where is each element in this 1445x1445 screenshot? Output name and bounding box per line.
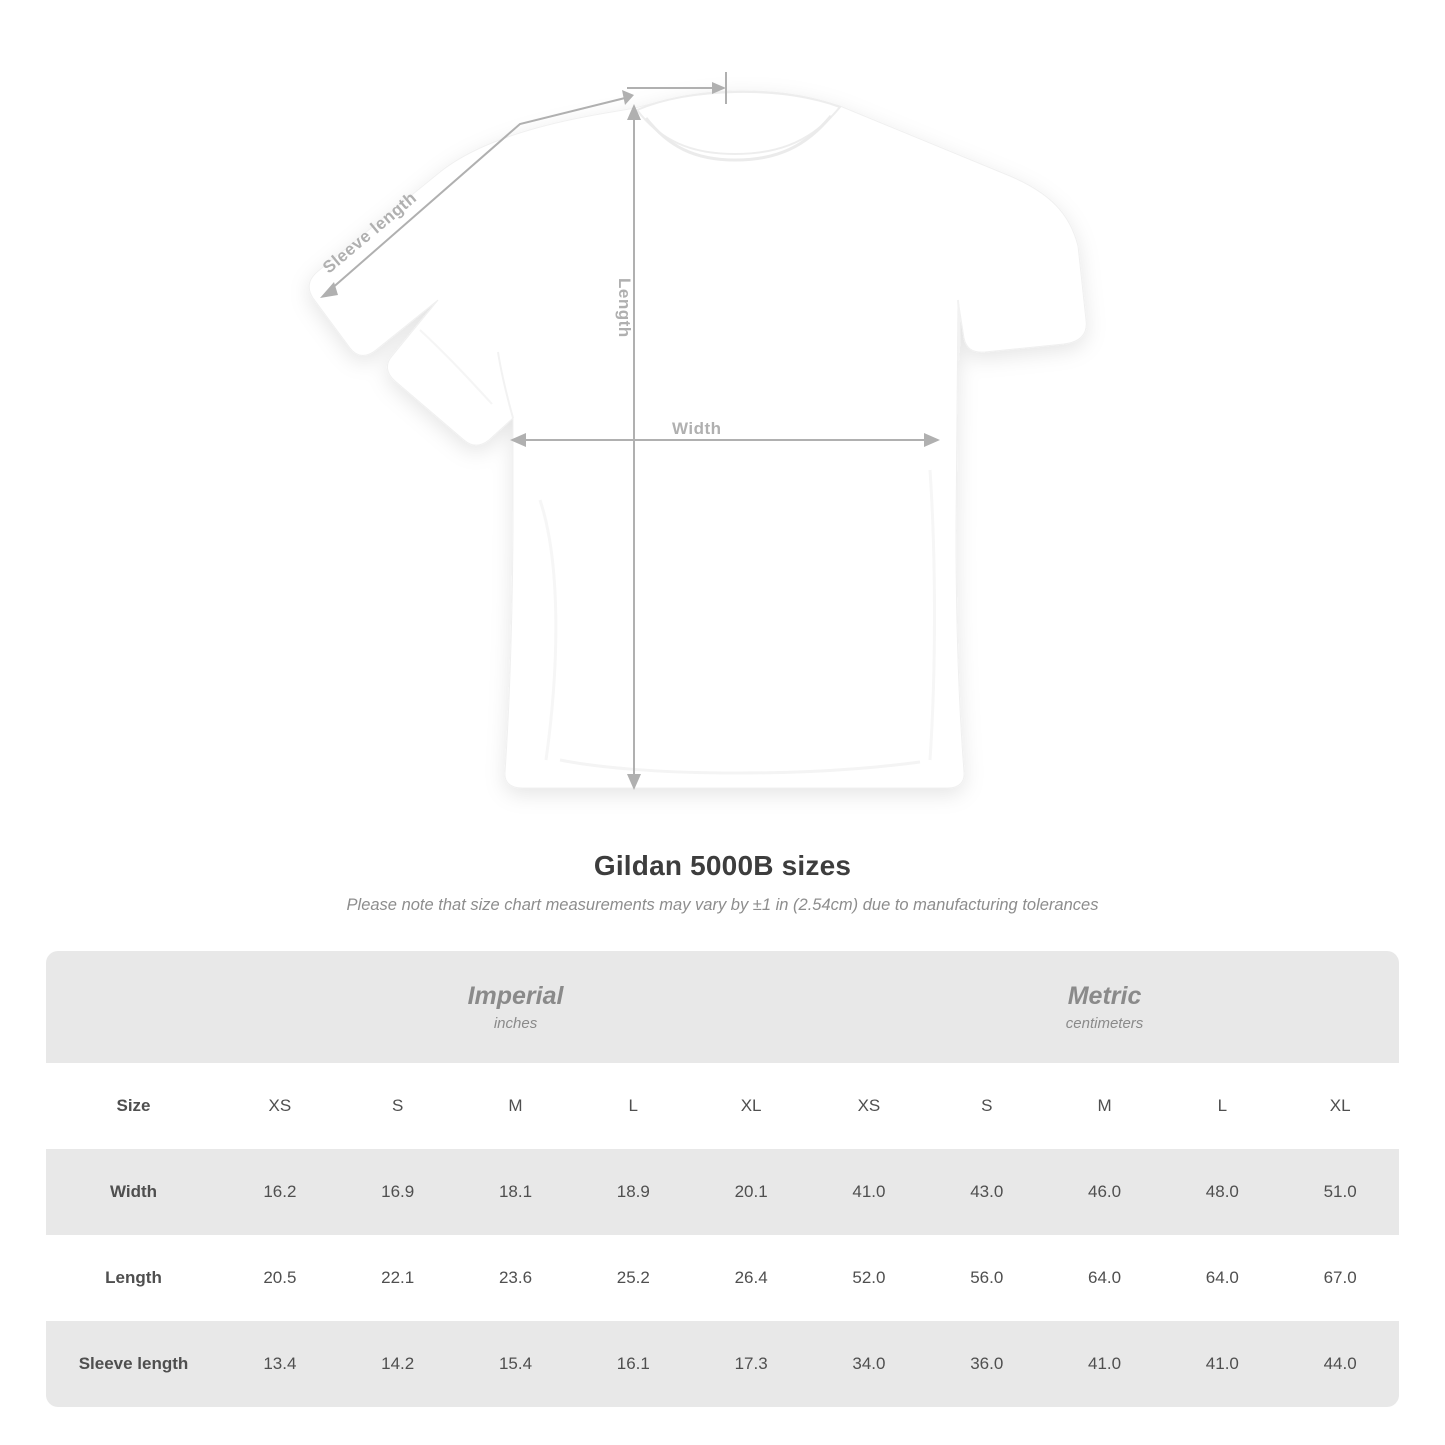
cell-width-xl-metric: 51.0	[1281, 1149, 1399, 1235]
cell-sleeve-l-metric: 41.0	[1163, 1321, 1281, 1407]
cell-length-l-imperial: 25.2	[574, 1235, 692, 1321]
unit-name-imperial: Imperial	[467, 982, 564, 1011]
cell-length-l-metric: 64.0	[1163, 1235, 1281, 1321]
cell-sleeve-m-metric: 41.0	[1046, 1321, 1164, 1407]
cell-width-xs-imperial: 16.2	[221, 1149, 339, 1235]
tolerance-note: Please note that size chart measurements may vary by ±1 in (2.54cm) due to manufacturing tolerances	[346, 896, 1099, 914]
size-header-xs-imperial: XS	[221, 1063, 339, 1149]
unit-group-metric	[810, 951, 1399, 1063]
cell-sleeve-s-imperial: 14.2	[339, 1321, 457, 1407]
size-table	[46, 951, 1399, 1407]
size-header-row	[46, 1063, 1399, 1149]
cell-width-xs-metric: 41.0	[810, 1149, 928, 1235]
cell-length-xs-imperial: 20.5	[221, 1235, 339, 1321]
unit-group-imperial	[221, 951, 810, 1063]
cell-width-m-imperial: 18.1	[457, 1149, 575, 1235]
size-header-xs-metric: XS	[810, 1063, 928, 1149]
size-header-l-metric: L	[1163, 1063, 1281, 1149]
cell-length-m-imperial: 23.6	[457, 1235, 575, 1321]
size-header-m-imperial: M	[457, 1063, 575, 1149]
cell-width-l-metric: 48.0	[1163, 1149, 1281, 1235]
size-table-wrapper	[46, 951, 1399, 1407]
table-row	[46, 1235, 1399, 1321]
cell-width-l-imperial: 18.9	[574, 1149, 692, 1235]
cell-sleeve-s-metric: 36.0	[928, 1321, 1046, 1407]
cell-sleeve-m-imperial: 15.4	[457, 1321, 575, 1407]
cell-width-m-metric: 46.0	[1046, 1149, 1164, 1235]
cell-length-m-metric: 64.0	[1046, 1235, 1164, 1321]
cell-length-s-imperial: 22.1	[339, 1235, 457, 1321]
unit-name-metric: Metric	[1067, 982, 1142, 1011]
cell-sleeve-xs-imperial: 13.4	[221, 1321, 339, 1407]
page-title: Gildan 5000B sizes	[593, 850, 852, 881]
cell-length-xs-metric: 52.0	[810, 1235, 928, 1321]
size-row-label: Size	[46, 1063, 221, 1149]
size-header-xl-metric: XL	[1281, 1063, 1399, 1149]
size-header-l-imperial: L	[574, 1063, 692, 1149]
cell-sleeve-xl-imperial: 17.3	[692, 1321, 810, 1407]
cell-width-s-metric: 43.0	[928, 1149, 1046, 1235]
table-row	[46, 1149, 1399, 1235]
size-header-s-metric: S	[928, 1063, 1046, 1149]
row-label-sleeve-length: Sleeve length	[46, 1321, 221, 1407]
size-header-xl-imperial: XL	[692, 1063, 810, 1149]
unit-sub-imperial: inches	[493, 1014, 538, 1032]
cell-width-s-imperial: 16.9	[339, 1149, 457, 1235]
size-header-s-imperial: S	[339, 1063, 457, 1149]
cell-length-xl-imperial: 26.4	[692, 1235, 810, 1321]
sleeve-length-label: Sleeve length	[319, 188, 421, 278]
cell-sleeve-l-imperial: 16.1	[574, 1321, 692, 1407]
cell-length-xl-metric: 67.0	[1281, 1235, 1399, 1321]
unit-header-row	[46, 951, 1399, 1063]
row-label-width: Width	[46, 1149, 221, 1235]
size-header-m-metric: M	[1046, 1063, 1164, 1149]
cell-length-s-metric: 56.0	[928, 1235, 1046, 1321]
row-label-length: Length	[46, 1235, 221, 1321]
table-row	[46, 1321, 1399, 1407]
unit-sub-metric: centimeters	[1065, 1014, 1144, 1032]
cell-width-xl-imperial: 20.1	[692, 1149, 810, 1235]
length-label: Length	[615, 278, 634, 338]
width-label: Width	[672, 419, 722, 438]
unit-header-spacer	[46, 951, 221, 1063]
cell-sleeve-xl-metric: 44.0	[1281, 1321, 1399, 1407]
cell-sleeve-xs-metric: 34.0	[810, 1321, 928, 1407]
